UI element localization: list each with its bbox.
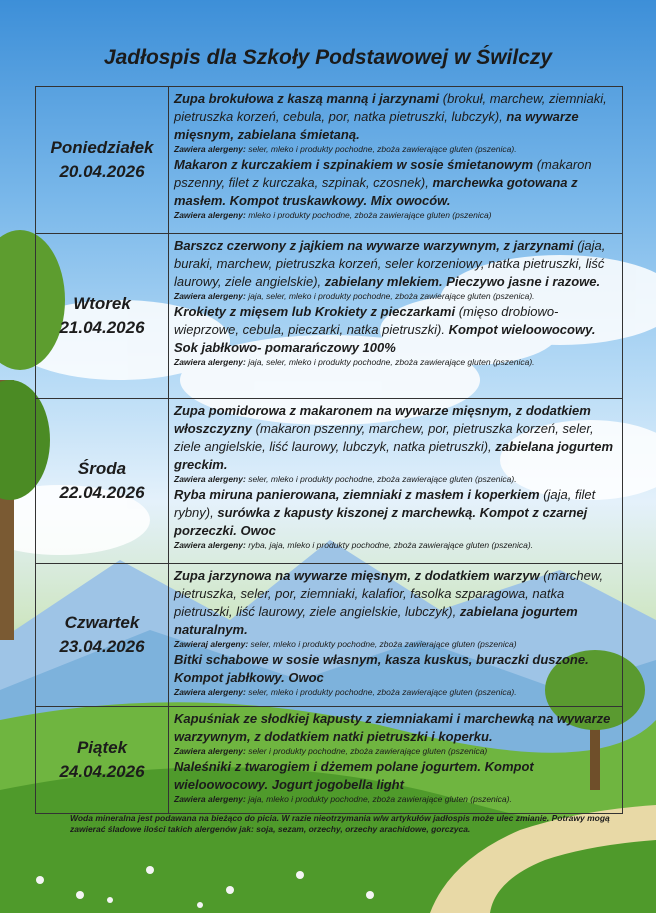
soup-allergens [174,639,616,650]
allergens-label: Zawiera alergeny: [174,540,246,550]
allergens-text: seler i produkty pochodne, zboża zawierające gluten (pszenica) [248,746,488,756]
soup-ingredients: (jaja, buraki, marchew, pietruszka korzeń, seler korzeniowy, natka pietruszki, liść laurowy, ziele angielskie), [174,238,606,289]
day-date: 22.04.2026 [59,483,145,502]
allergens-text: jaja, seler, mleko i produkty pochodne, zboża zawierające gluten (pszenica). [248,291,535,301]
allergens-text: seler, mleko i produkty pochodne, zboża zawierające gluten (pszenica). [248,687,517,697]
allergens-label: Zawiera alergeny: [174,144,246,154]
day-row [36,564,623,707]
soup-end: zabielany mlekiem. Pieczywo jasne i razowe. [324,274,601,289]
main-end: marchewka gotowana z masłem. Kompot truskawkowy. Mix owoców. [174,175,578,208]
allergens-label: Zawiera alergeny: [174,746,246,756]
footer-note: Woda mineralna jest podawana na bieżąco do picia. W razie nieotrzymania w/w artykułów jadłospis może ulec zmianie. Potrawy mogą zawierać śladowe ilości takich alergenów jak: soja, sezam, orzechy, orzechy arachidowe, gorczyca. [70,813,610,834]
main-dish [174,486,616,540]
main-dish [174,303,616,357]
soup-end: zabielana jogurtem naturalnym. [174,604,578,637]
allergens-label: Zawiera alergeny: [174,794,246,804]
day-cell [36,87,169,234]
soup-ingredients: (makaron pszenny, marchew, por, pietruszka korzeń, seler, ziele angielskie, liść laurowy, lubczyk, natka pietruszki), [174,421,594,454]
main-allergens [174,210,616,221]
day-cell [36,564,169,707]
allergens-text: jaja, seler, mleko i produkty pochodne, zboża zawierające gluten (pszenica). [248,357,535,367]
food-cell [169,707,623,814]
allergens-label: Zawiera alergeny: [174,291,246,301]
main-course: Ryba miruna panierowana, ziemniaki z masłem i koperkiem [174,487,540,502]
day-row [36,707,623,814]
soup-main: Zupa brokułowa z kaszą manną i jarzynami [174,91,440,106]
soup-dish [174,567,616,639]
main-dish [174,758,616,794]
soup-dish [174,237,616,291]
allergens-text: ryba, jaja, mleko i produkty pochodne, zboża zawierające gluten (pszenica). [248,540,534,550]
main-course: Bitki schabowe w sosie własnym, kasza kuskus, buraczki duszone. Kompot jabłkowy. Owoc [174,652,589,685]
soup-main: Zupa jarzynowa na wywarze mięsnym, z dodatkiem warzyw [174,568,540,583]
soup-dish [174,402,616,474]
main-allergens [174,357,616,368]
day-date: 21.04.2026 [59,318,145,337]
food-cell [169,87,623,234]
food-cell [169,234,623,399]
main-course: Naleśniki z twarogiem i dżemem polane jogurtem. Kompot wieloowocowy. Jogurt jogobella light [174,759,534,792]
allergens-text: seler, mleko i produkty pochodne, zboża zawierające gluten (pszenica). [248,144,517,154]
allergens-label: Zawiera alergeny: [174,687,246,697]
menu-table [35,86,623,814]
main-allergens [174,540,616,551]
main-end: surówka z kapusty kiszonej z marchewką. Kompot z czarnej porzeczki. Owoc [174,505,588,538]
page-title: Jadłospis dla Szkoły Podstawowej w Świlczy [103,46,553,69]
soup-dish [174,90,616,144]
allergens-label: Zawiera alergeny: [174,357,246,367]
soup-main: Kapuśniak ze słodkiej kapusty z ziemniakami i marchewką na wywarze warzywnym, z dodatkiem natki pietruszki i koperku. [174,711,611,744]
soup-allergens [174,474,616,485]
allergens-label: Zawieraj alergeny: [174,639,249,649]
soup-main: Barszcz czerwony z jajkiem na wywarze warzywnym, z jarzynami [174,238,574,253]
day-name: Środa [77,459,127,478]
allergens-text: seler, mleko i produkty pochodne, zboża zawierające gluten (pszenica). [248,474,517,484]
day-row [36,399,623,564]
soup-dish [174,710,616,746]
soup-allergens [174,144,616,155]
main-ingredients: (makaron pszenny, filet z kurczaka, szpinak, czosnek), [174,157,592,190]
main-end: Kompot wieloowocowy. Sok jabłkowo- pomarańczowy 100% [174,322,596,355]
food-cell [169,564,623,707]
main-course: Krokiety z mięsem lub Krokiety z pieczarkami [174,304,456,319]
main-dish [174,156,616,210]
day-cell [36,399,169,564]
soup-end: na wywarze mięsnym, zabielana śmietaną. [174,109,579,142]
day-name: Wtorek [73,294,131,313]
day-name: Poniedziałek [50,138,154,157]
day-name: Piątek [76,738,128,757]
soup-ingredients: (brokuł, marchew, ziemniaki, pietruszka korzeń, cebula, por, natka pietruszki, lubczyk), [174,91,607,124]
day-row [36,87,623,234]
main-allergens [174,794,616,805]
soup-ingredients: (marchew, pietruszka, seler, por, ziemniaki, kalafior, fasolka szparagowa, natka pietruszki, liść laurowy, ziele angielskie, lubczyk), [174,568,604,619]
soup-allergens [174,746,616,757]
day-date: 20.04.2026 [59,162,145,181]
day-row [36,234,623,399]
food-cell [169,399,623,564]
main-course: Makaron z kurczakiem i szpinakiem w sosie śmietanowym [174,157,534,172]
allergens-text: jaja, mleko i produkty pochodne, zboża zawierające gluten (pszenica). [248,794,512,804]
allergens-text: mleko i produkty pochodne, zboża zawierające gluten (pszenica) [248,210,492,220]
soup-allergens [174,291,616,302]
day-cell [36,707,169,814]
soup-main: Zupa pomidorowa z makaronem na wywarze mięsnym, z dodatkiem włoszczyzny [174,403,591,436]
allergens-label: Zawiera alergeny: [174,474,246,484]
main-dish [174,651,616,687]
main-allergens [174,687,616,698]
day-date: 23.04.2026 [59,637,145,656]
soup-end: zabielana jogurtem greckim. [174,439,614,472]
day-cell [36,234,169,399]
allergens-label: Zawiera alergeny: [174,210,246,220]
main-ingredients: (mięso drobiowo-wieprzowe, cebula, pieczarki, natka pietruszki). [174,304,559,337]
day-name: Czwartek [64,613,140,632]
main-ingredients: (jaja, filet rybny), [174,487,596,520]
allergens-text: seler, mleko i produkty pochodne, zboża zawierające gluten (pszenica) [250,639,517,649]
day-date: 24.04.2026 [59,762,145,781]
